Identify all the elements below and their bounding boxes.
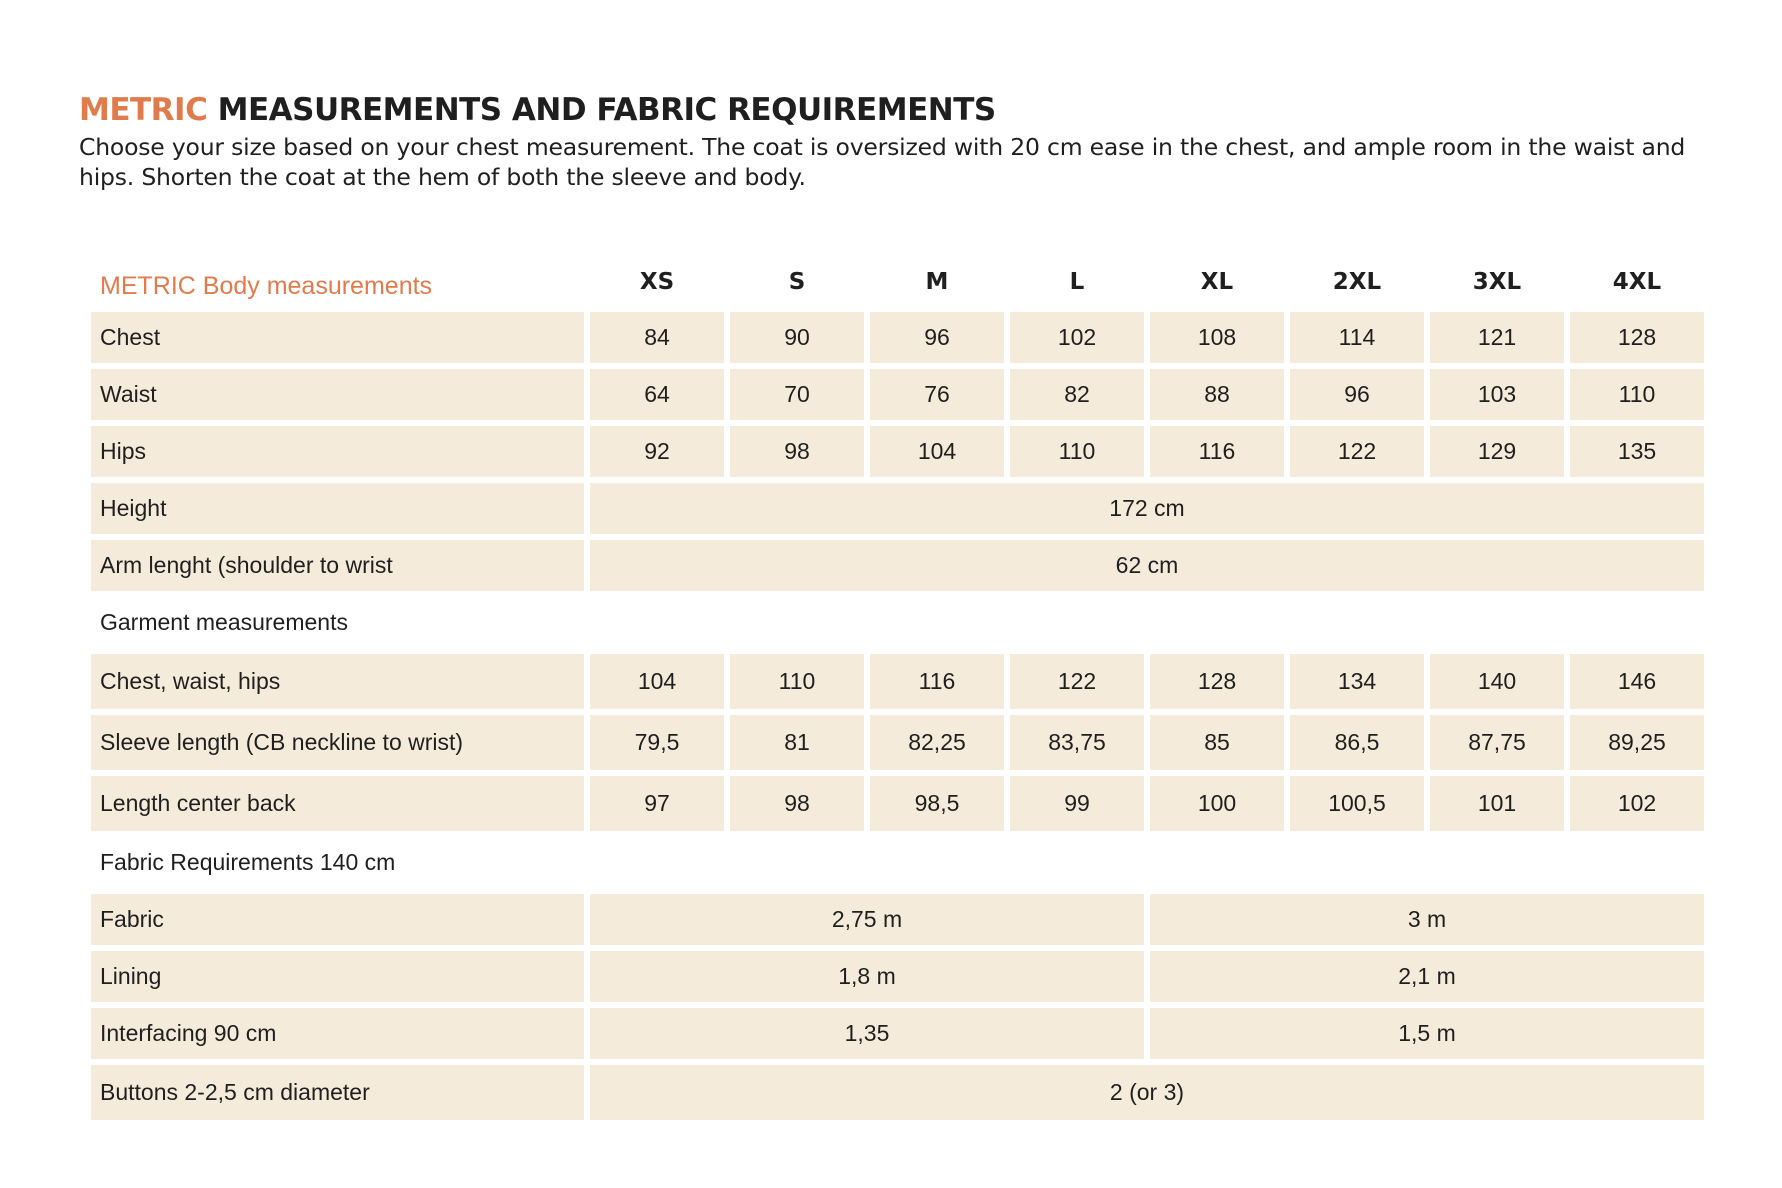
table-cell: 96 bbox=[870, 312, 1004, 363]
table-row-buttons bbox=[91, 1065, 1704, 1120]
page-title bbox=[79, 92, 1709, 128]
table-cell: 135 bbox=[1570, 426, 1704, 477]
table-cell: 89,25 bbox=[1570, 715, 1704, 770]
table-row-fabric bbox=[91, 894, 1704, 945]
table-row-interfacing bbox=[91, 1008, 1704, 1059]
table-cell: 83,75 bbox=[1010, 715, 1144, 770]
table-cell: 102 bbox=[1010, 312, 1144, 363]
table-cell: 104 bbox=[870, 426, 1004, 477]
size-header: S bbox=[788, 269, 806, 295]
intro-text: Choose your size based on your chest measurement. The coat is oversized with 20 cm ease in the chest, and ample room in the waist and hips. Shorten the coat at the hem of both the sleeve and body. bbox=[79, 133, 1686, 191]
row-label: Fabric bbox=[91, 894, 584, 945]
table-row-chest-waist-hips bbox=[91, 654, 1704, 709]
section-title: Fabric Requirements 140 cm bbox=[100, 849, 396, 875]
row-label: Interfacing 90 cm bbox=[91, 1008, 584, 1059]
table-cell: 86,5 bbox=[1290, 715, 1424, 770]
table-cell-merged: 2 (or 3) bbox=[590, 1065, 1704, 1120]
table-cell: 129 bbox=[1430, 426, 1564, 477]
table-cell: 110 bbox=[1570, 369, 1704, 420]
table-cell: 134 bbox=[1290, 654, 1424, 709]
table-cell: 88 bbox=[1150, 369, 1284, 420]
size-chart-table bbox=[85, 252, 1710, 1126]
table-cell: 92 bbox=[590, 426, 724, 477]
table-cell: 116 bbox=[870, 654, 1004, 709]
table-row-waist bbox=[91, 369, 1704, 420]
table-cell: 82,25 bbox=[870, 715, 1004, 770]
table-cell: 121 bbox=[1430, 312, 1564, 363]
table-cell: 100 bbox=[1150, 776, 1284, 831]
row-label: Hips bbox=[91, 426, 584, 477]
table-cell-merged: 1,8 m bbox=[590, 951, 1144, 1002]
size-header: 2XL bbox=[1332, 269, 1382, 295]
row-label: Lining bbox=[91, 951, 584, 1002]
table-cell: 101 bbox=[1430, 776, 1564, 831]
table-cell: 108 bbox=[1150, 312, 1284, 363]
table-cell: 98,5 bbox=[870, 776, 1004, 831]
table-cell: 110 bbox=[730, 654, 864, 709]
size-header: 4XL bbox=[1612, 269, 1662, 295]
table-row-sleeve-length bbox=[91, 715, 1704, 770]
title-accent: METRIC bbox=[79, 92, 208, 128]
table-cell: 97 bbox=[590, 776, 724, 831]
table-row-lining bbox=[91, 951, 1704, 1002]
table-cell: 128 bbox=[1570, 312, 1704, 363]
table-cell-merged: 2,75 m bbox=[590, 894, 1144, 945]
table-cell-merged: 2,1 m bbox=[1150, 951, 1704, 1002]
table-cell-merged: 1,5 m bbox=[1150, 1008, 1704, 1059]
table-cell: 140 bbox=[1430, 654, 1564, 709]
table-cell: 114 bbox=[1290, 312, 1424, 363]
table-cell: 90 bbox=[730, 312, 864, 363]
section-row-fabric bbox=[91, 837, 1704, 888]
table-cell: 76 bbox=[870, 369, 1004, 420]
row-label: Sleeve length (CB neckline to wrist) bbox=[91, 715, 584, 770]
table-cell: 87,75 bbox=[1430, 715, 1564, 770]
table-cell: 79,5 bbox=[590, 715, 724, 770]
table-cell-merged: 62 cm bbox=[590, 540, 1704, 591]
table-cell: 146 bbox=[1570, 654, 1704, 709]
table-cell: 128 bbox=[1150, 654, 1284, 709]
table-cell: 84 bbox=[590, 312, 724, 363]
size-header: L bbox=[1069, 269, 1085, 295]
row-label: Arm lenght (shoulder to wrist bbox=[91, 540, 584, 591]
table-cell: 99 bbox=[1010, 776, 1144, 831]
table-cell-merged: 1,35 bbox=[590, 1008, 1144, 1059]
table-cell: 85 bbox=[1150, 715, 1284, 770]
table-cell: 104 bbox=[590, 654, 724, 709]
title-rest: MEASUREMENTS AND FABRIC REQUIREMENTS bbox=[207, 92, 996, 128]
row-label: Chest, waist, hips bbox=[91, 654, 584, 709]
table-cell: 100,5 bbox=[1290, 776, 1424, 831]
body-measurements-title: METRIC Body measurements bbox=[100, 271, 433, 300]
size-header: XL bbox=[1200, 269, 1234, 295]
table-cell: 116 bbox=[1150, 426, 1284, 477]
table-cell-merged: 172 cm bbox=[590, 483, 1704, 534]
table-row-length-center-back bbox=[91, 776, 1704, 831]
table-row-arm-length bbox=[91, 540, 1704, 591]
size-header: 3XL bbox=[1472, 269, 1522, 295]
table-cell-merged: 3 m bbox=[1150, 894, 1704, 945]
table-cell: 122 bbox=[1290, 426, 1424, 477]
row-label: Buttons 2-2,5 cm diameter bbox=[91, 1065, 584, 1120]
section-row-garment bbox=[91, 597, 1704, 648]
table-cell: 82 bbox=[1010, 369, 1144, 420]
table-cell: 64 bbox=[590, 369, 724, 420]
table-cell: 98 bbox=[730, 776, 864, 831]
section-title: Garment measurements bbox=[100, 609, 348, 635]
table-cell: 96 bbox=[1290, 369, 1424, 420]
row-label: Length center back bbox=[91, 776, 584, 831]
table-cell: 70 bbox=[730, 369, 864, 420]
table-cell: 81 bbox=[730, 715, 864, 770]
table-cell: 103 bbox=[1430, 369, 1564, 420]
table-row-height bbox=[91, 483, 1704, 534]
table-cell: 110 bbox=[1010, 426, 1144, 477]
size-header: M bbox=[925, 269, 949, 295]
row-label: Chest bbox=[91, 312, 584, 363]
size-header: XS bbox=[639, 269, 675, 295]
table-cell: 122 bbox=[1010, 654, 1144, 709]
size-header-row bbox=[91, 258, 1704, 306]
page-header bbox=[79, 92, 1709, 192]
table-cell: 98 bbox=[730, 426, 864, 477]
row-label: Waist bbox=[91, 369, 584, 420]
row-label: Height bbox=[91, 483, 584, 534]
table-row-hips bbox=[91, 426, 1704, 477]
table-row-chest bbox=[91, 312, 1704, 363]
table-cell: 102 bbox=[1570, 776, 1704, 831]
